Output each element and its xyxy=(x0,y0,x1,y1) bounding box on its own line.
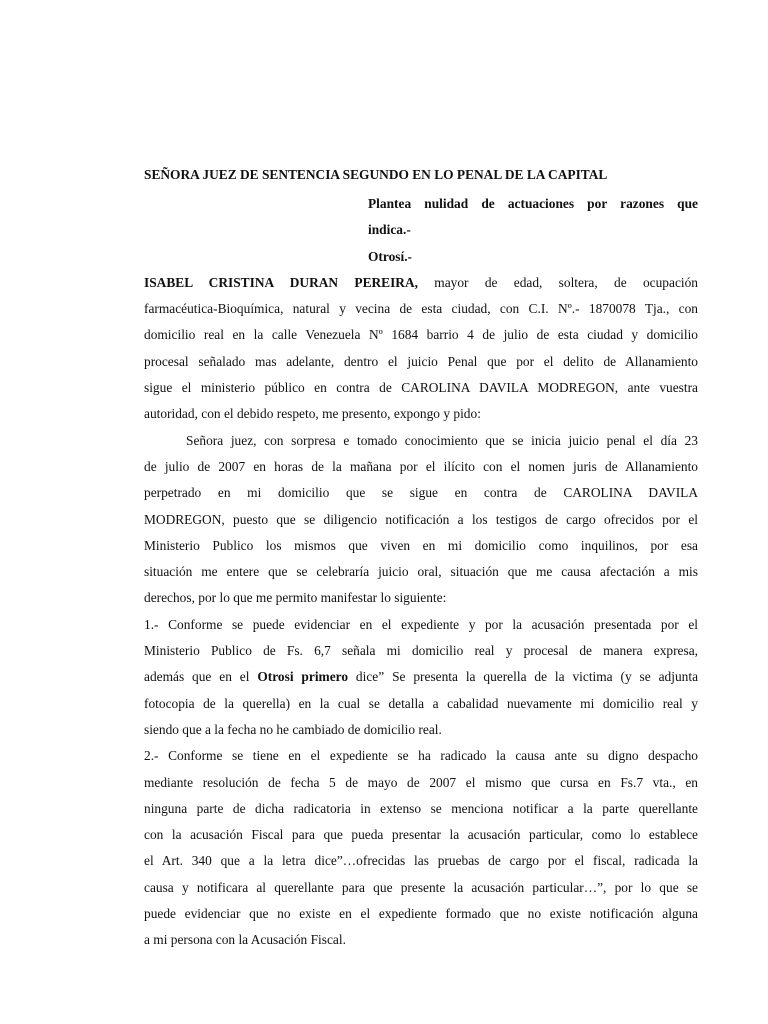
point-line-text: dice” Se presenta la querella de la victima (y se adjunta xyxy=(348,669,699,685)
paragraph-line: derechos, por lo que me permito manifestar lo siguiente: xyxy=(144,590,447,606)
paragraph-line: Señora juez, con sorpresa e tomado conocimiento que se inicia juicio penal el día 23 xyxy=(186,432,698,448)
point-line: fotocopia de la querella) en la cual se detalla a cabalidad nuevamente mi domicilio real y xyxy=(144,695,698,711)
point-line-text: además que en el xyxy=(144,669,258,685)
point-line: 1.- Conforme se puede evidenciar en el expediente y por la acusación presentada por el xyxy=(144,616,698,632)
party-name: ISABEL CRISTINA DURAN PEREIRA, xyxy=(144,274,418,290)
otrosi-primero-label: Otrosi primero xyxy=(257,669,349,685)
paragraph-line: situación me entere que se celebraría juicio oral, situación que me causa afectación a mis xyxy=(144,564,698,580)
point-line: a mi persona con la Acusación Fiscal. xyxy=(144,932,346,948)
paragraph-1 xyxy=(144,428,698,612)
intro-paragraph xyxy=(144,270,698,428)
paragraph-line: perpetrado en mi domicilio que se sigue en contra de CAROLINA DAVILA xyxy=(144,485,698,501)
intro-line-rest: mayor de edad, soltera, de ocupación xyxy=(418,274,698,290)
intro-line: domicilio real en la calle Venezuela Nº 1684 barrio 4 de julio de esta ciudad y domicilio xyxy=(144,327,698,343)
point-line: el Art. 340 que a la letra dice”…ofrecidas las pruebas de cargo por el fiscal, radicada la xyxy=(144,853,698,869)
document-heading: SEÑORA JUEZ DE SENTENCIA SEGUNDO EN LO PENAL DE LA CAPITAL xyxy=(144,167,608,182)
summary-block xyxy=(368,191,698,270)
point-2 xyxy=(144,743,698,953)
point-line: puede evidenciar que no existe en el expediente formado que no existe notificación alguna xyxy=(144,906,698,922)
intro-line: procesal señalado mas adelante, dentro el juicio Penal que por el delito de Allanamiento xyxy=(144,353,698,369)
intro-line: sigue el ministerio público en contra de CAROLINA DAVILA MODREGON, ante vuestra xyxy=(144,380,698,396)
point-line: siendo que a la fecha no he cambiado de domicilio real. xyxy=(144,721,442,737)
point-line: 2.- Conforme se tiene en el expediente se ha radicado la causa ante su digno despacho xyxy=(144,748,698,764)
paragraph-line: Ministerio Publico los mismos que viven en mi domicilio como inquilinos, por esa xyxy=(144,537,698,553)
point-line: ninguna parte de dicha radicatoria in extenso se menciona notificar a la parte querellante xyxy=(144,800,698,816)
point-line: con la acusación Fiscal para que pueda presentar la acusación particular, como lo establece xyxy=(144,827,698,843)
point-line: Ministerio Publico de Fs. 6,7 señala mi domicilio real y procesal de manera expresa, xyxy=(144,643,698,659)
summary-line: Otrosí.- xyxy=(368,248,413,264)
intro-line: farmacéutica-Bioquímica, natural y vecina de esta ciudad, con C.I. Nº.- 1870078 Tja., con xyxy=(144,301,698,317)
summary-line: Plantea nulidad de actuaciones por razones que xyxy=(368,196,698,211)
intro-line: autoridad, con el debido respeto, me presento, expongo y pido: xyxy=(144,406,481,422)
summary-line: indica.- xyxy=(368,222,411,238)
intro-line xyxy=(144,270,698,296)
point-1 xyxy=(144,612,698,743)
point-line: causa y notificara al querellante para que presente la acusación particular…”, por lo que se xyxy=(144,879,698,895)
paragraph-line: de julio de 2007 en horas de la mañana por el ilícito con el nomen juris de Allanamiento xyxy=(144,458,698,474)
point-line xyxy=(144,664,698,690)
point-line: mediante resolución de fecha 5 de mayo de 2007 el mismo que cursa en Fs.7 vta., en xyxy=(144,774,698,790)
paragraph-line: MODREGON, puesto que se diligencio notificación a los testigos de cargo ofrecidos por el xyxy=(144,511,698,527)
document-page xyxy=(144,166,698,954)
